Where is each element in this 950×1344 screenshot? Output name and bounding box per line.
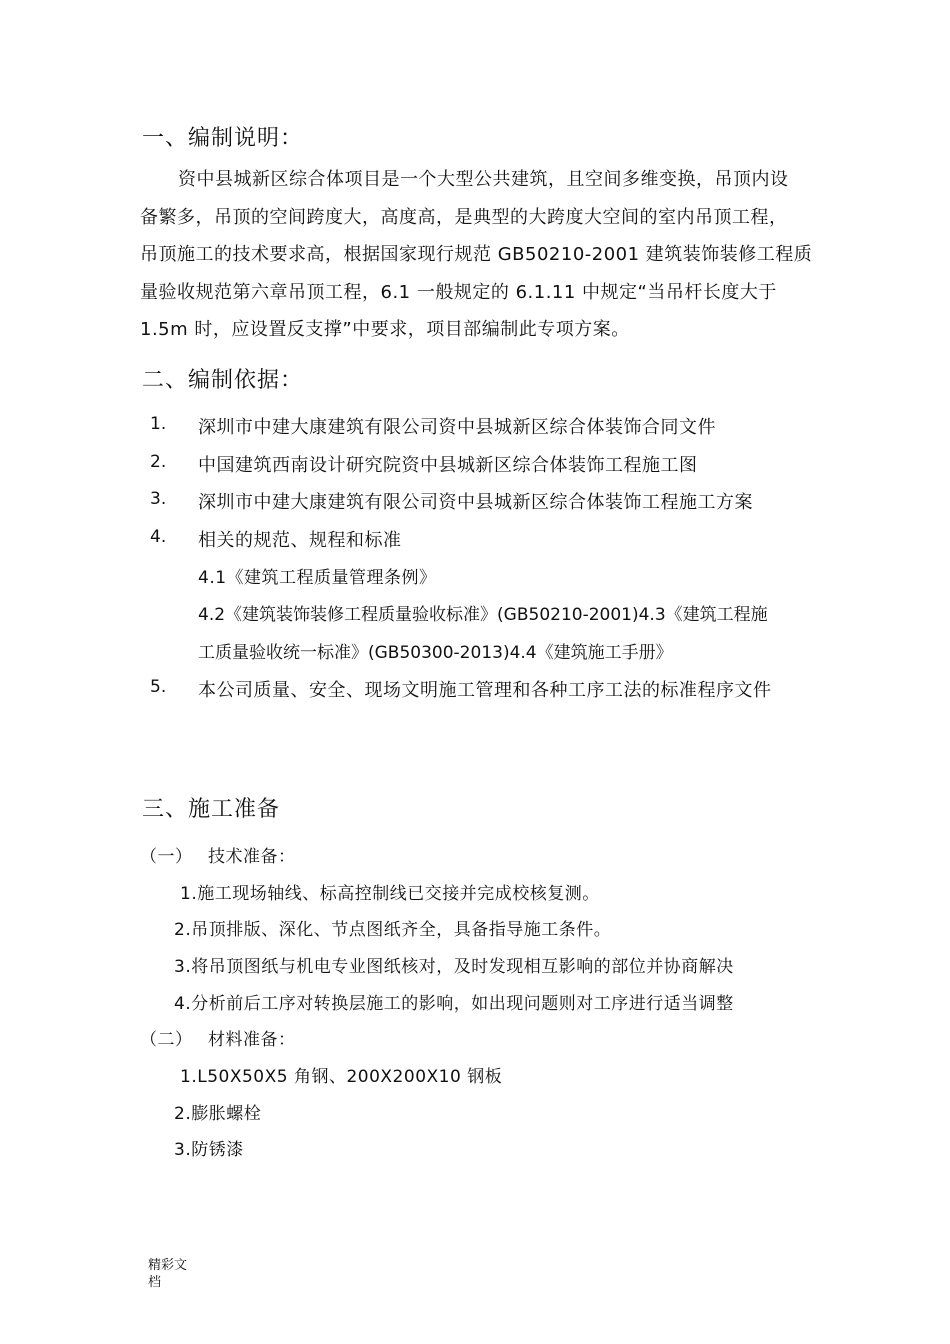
list-number: 4. [150, 527, 167, 547]
subsection-title-technical: 技术准备： [208, 847, 296, 867]
list-item: 深圳市中建大康建筑有限公司资中县城新区综合体装饰工程施工方案 [198, 492, 753, 513]
paragraph-line: 1.5m 时，应设置反支撑”中要求，项目部编制此专项方案。 [140, 319, 630, 340]
list-number: 5. [150, 677, 167, 697]
paragraph-line: 吊顶施工的技术要求高，根据国家现行规范 GB50210-2001 建筑装饰装修工程质 [140, 244, 813, 265]
subsection-label: （二） [140, 1030, 193, 1050]
list-item: 2.吊顶排版、深化、节点图纸齐全，具备指导施工条件。 [174, 920, 612, 940]
list-number: 3. [150, 489, 167, 509]
section-heading-compilation-notes: 一、编制说明： [142, 126, 304, 151]
subsection-title-materials: 材料准备： [208, 1030, 296, 1050]
paragraph-line: 资中县城新区综合体项目是一个大型公共建筑，且空间多维变换，吊顶内设 [178, 169, 789, 190]
list-number: 1. [150, 414, 167, 434]
list-item: 深圳市中建大康建筑有限公司资中县城新区综合体装饰合同文件 [198, 417, 716, 438]
section-heading-construction-preparation: 三、施工准备 [142, 797, 281, 822]
footer-line: 档 [148, 1275, 162, 1290]
section-heading-compilation-basis: 二、编制依据： [142, 368, 304, 393]
footer-line: 精彩文 [148, 1258, 188, 1273]
list-item: 本公司质量、安全、现场文明施工管理和各种工序工法的标准程序文件 [198, 680, 772, 701]
paragraph-line: 量验收规范第六章吊顶工程，6.1 一般规定的 6.1.11 中规定“当吊杆长度大于 [140, 282, 777, 303]
footer-note [148, 1257, 198, 1291]
sub-list-line: 4.1《建筑工程质量管理条例》 [198, 568, 437, 588]
list-item: 相关的规范、规程和标准 [198, 530, 402, 551]
list-item: 中国建筑西南设计研究院资中县城新区综合体装饰工程施工图 [198, 455, 698, 476]
list-item: 4.分析前后工序对转换层施工的影响，如出现问题则对工序进行适当调整 [174, 994, 734, 1014]
sub-list-line: 工质量验收统一标准》(GB50300-2013)4.4《建筑施工手册》 [198, 643, 673, 663]
list-item: 2.膨胀螺栓 [174, 1104, 262, 1124]
paragraph-line: 备繁多，吊顶的空间跨度大，高度高，是典型的大跨度大空间的室内吊顶工程， [140, 207, 788, 228]
subsection-label: （一） [140, 847, 193, 867]
list-item: 3.防锈漆 [174, 1140, 244, 1160]
list-item: 1.施工现场轴线、标高控制线已交接并完成校核复测。 [180, 884, 600, 904]
list-item: 1.L50X50X5 角钢、200X200X10 钢板 [180, 1067, 503, 1087]
sub-list-line: 4.2《建筑装饰装修工程质量验收标准》(GB50210-2001)4.3《建筑工程施 [198, 605, 768, 625]
list-item: 3.将吊顶图纸与机电专业图纸核对，及时发现相互影响的部位并协商解决 [174, 957, 734, 977]
list-number: 2. [150, 452, 167, 472]
